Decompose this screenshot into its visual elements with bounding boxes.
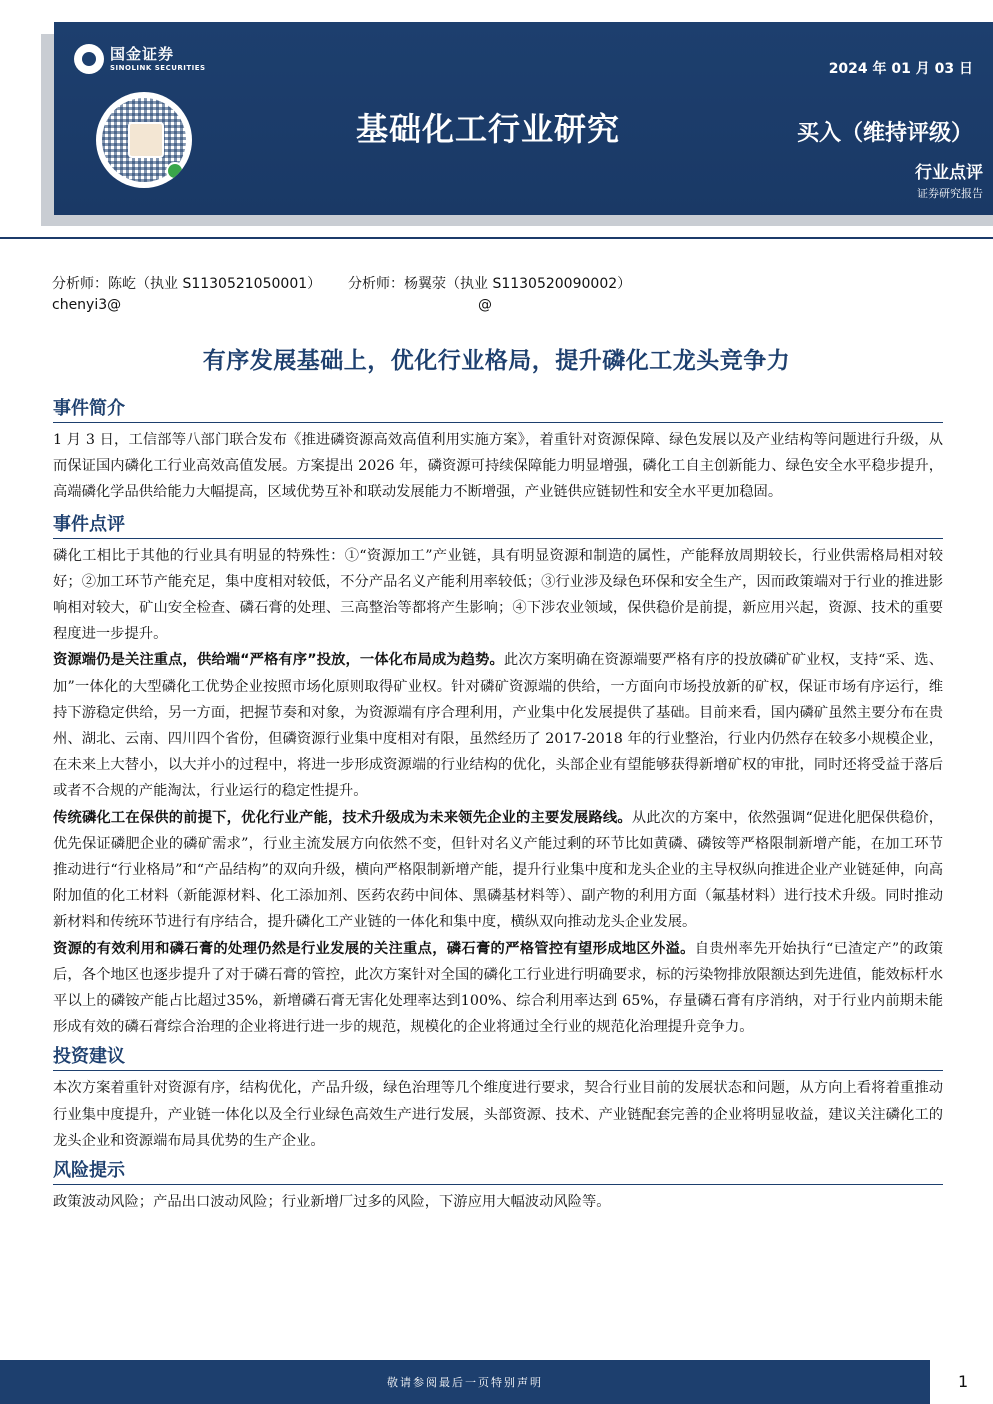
logo-name-cn: 国金证券 [110,44,175,63]
section-paragraph: 磷化工相比于其他的行业具有明显的特殊性：①“资源加工”产业链，具有明显资源和制造的属性，产能释放周期较长，行业供需格局相对较好；②加工环节产能充足，集中度相对较低，不分产品名义产能利用率较低；③行业涉及绿色环保和安全生产，因而政策端对于行业的推进影响相对较大，矿山安全检查、磷石膏的处理、三高整治等都将产生影响；④下涉农业领域，保供稳价是前提，新应用兴起，资源、技术的重要程度进一步提升。 [53,547,943,643]
section-paragraph: 本次方案着重针对资源有序，结构优化，产品升级，绿色治理等几个维度进行要求，契合行业目前的发展状态和问题，从方向上看将着重推动行业集中度提升，产业链一体化以及全行业绿色高效生产进行发展，头部资源、技术、产业链配套完善的企业将明显收益，建议关注磷化工的龙头企业和资源端布局具优势的生产企业。 [53,1080,943,1149]
article-headline: 有序发展基础上，优化行业格局，提升磷化工龙头竞争力 [202,348,791,374]
analyst-1: 分析师：陈屹（执业 S1130521050001） [52,276,322,292]
report-type: 行业点评 [915,163,983,183]
analyst-1-email[interactable]: chenyi3@ [52,297,122,313]
report-title: 基础化工行业研究 [356,110,621,148]
section-paragraph: 资源的有效利用和磷石膏的处理仍然是行业发展的关注重点，磷石膏的严格管控有望形成地区外溢。自贵州率先开始执行“已渣定产”的政策后，各个地区也逐步提升了对于磷石膏的管控，此次方案针对全国的磷化工行业进行明确要求，标的污染物排放限额达到先进值，能效标杆水平以上的磷铵产能占比超过35%，新增磷石膏无害化处理率达到100%、综合利用率达到 65%，存量磷石膏有序消纳，对于行业内前期未能形成有效的磷石膏综合治理的企业将进行进一步的规范，规模化的企业将通过全行业的规范化治理提升竞争力。 [53,940,943,1036]
header-divider [0,237,993,239]
section-paragraph: 资源端仍是关注重点，供给端“严格有序”投放，一体化布局成为趋势。此次方案明确在资源端要严格有序的投放磷矿矿业权，支持“采、选、加”一体化的大型磷化工优势企业按照市场化原则取得矿业权。针对磷矿资源端的供给，一方面向市场投放新的矿权，保证市场有序运行，维持下游稳定供给，另一方面，把握节奏和对象，为资源端有序合理利用，产业集中化发展提供了基础。目前来看，国内磷矿虽然主要分布在贵州、湖北、云南、四川四个省份，但磷资源行业集中度相对有限，虽然经历了 2017-2018 年的行业整治，行业内仍然存在较多小规模企业，在未来上大替小，以大并小的过程中，将进一步形成资源端的行业结构的优化，头部企业有望能够获得新增矿权的审批，同时还将受益于落后或者不合规的产能淘汰，行业运行的稳定性提升。 [53,652,943,800]
company-logo [74,44,206,74]
section-paragraph: 政策波动风险；产品出口波动风险；行业新增厂过多的风险，下游应用大幅波动风险等。 [53,1194,611,1211]
qr-code-icon [96,92,192,188]
logo-mark-icon [74,44,104,74]
page-number: 1 [958,1372,969,1391]
page-footer [0,1360,993,1404]
analyst-2-email[interactable]: @ [478,297,492,313]
section-paragraph: 传统磷化工在保供的前提下，优化行业产能，技术升级成为未来领先企业的主要发展路线。从此次的方案中，依然强调“促进化肥保供稳价，优先保证磷肥企业的磷矿需求”，行业主流发展方向依然不变，但针对名义产能过剩的环节比如黄磷、磷铵等严格限制新增产能，在加工环节推动进行“行业格局”和“产品结构”的双向升级，横向严格限制新增产能，提升行业集中度和龙头企业的主导权纵向推进企业产业链延伸，向高附加值的化工材料（新能源材料、化工添加剂、医药农药中间体、黑磷基材料等）、副产物的利用方面（氟基材料）进行技术升级。同时推动新材料和传统环节进行有序结合，提升磷化工产业链的一体化和集中度，横纵双向推动龙头企业发展。 [53,809,943,931]
report-category: 证券研究报告 [917,187,983,200]
rating-label: 买入（维持评级） [796,121,973,146]
logo-name-en: SINOLINK SECURITIES [110,63,206,72]
analyst-block [52,274,631,316]
section-heading: 风险提示 [53,1158,943,1185]
report-date: 2024 年 01 月 03 日 [828,61,973,77]
analyst-2: 分析师：杨翼荥（执业 S1130520090002） [348,276,632,292]
section-heading: 事件点评 [53,512,943,539]
report-body [53,396,943,1215]
section-heading: 投资建议 [53,1044,943,1071]
section-heading: 事件简介 [53,396,943,423]
disclaimer-note: 敬请参阅最后一页特别声明 [387,1376,543,1389]
section-paragraph: 1 月 3 日，工信部等八部门联合发布《推进磷资源高效高值利用实施方案》，着重针对资源保障、绿色发展以及产业结构等问题进行升级，从而保证国内磷化工行业高效高值发展。方案提出 2026 年，磷资源可持续保障能力明显增强，磷化工自主创新能力、绿色安全水平稳步提升，高端磷化学品供给能力大幅提高，区域优势互补和联动发展能力不断增强，产业链供应链韧性和安全水平更加稳固。 [53,432,943,501]
